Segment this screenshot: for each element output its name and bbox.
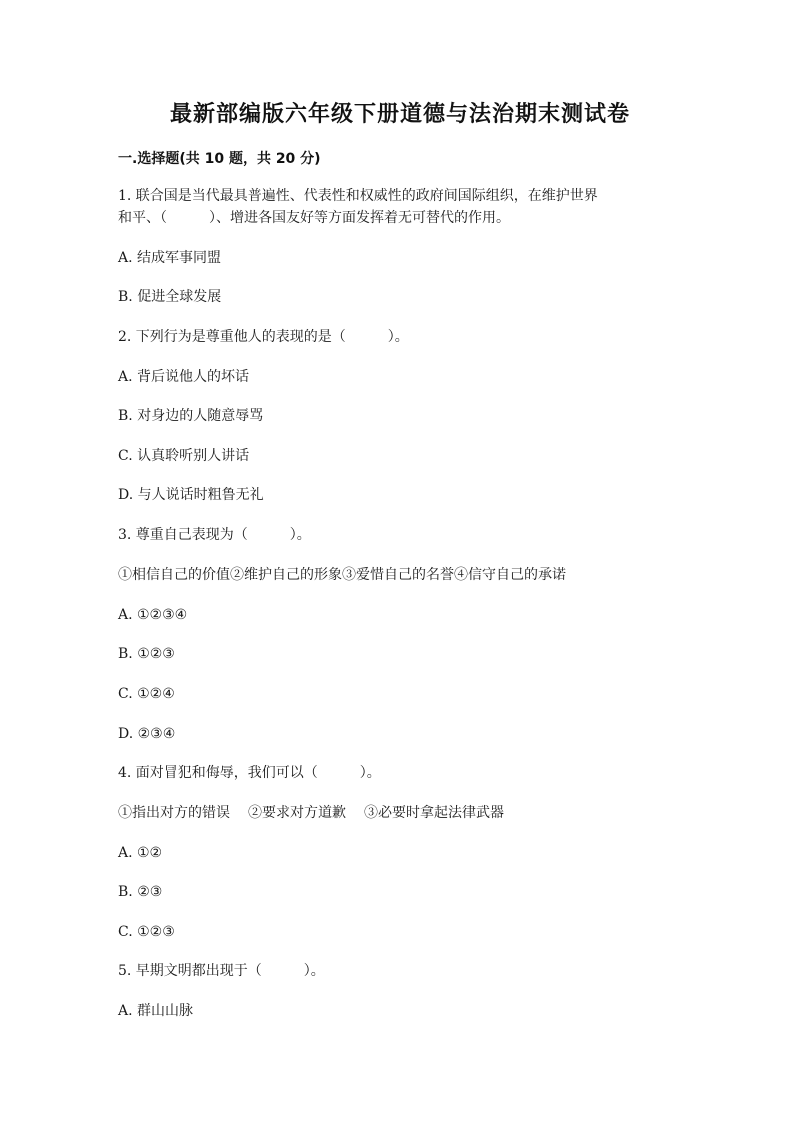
question-4-stem: 4. 面对冒犯和侮辱，我们可以（ ）。 (118, 765, 381, 781)
question-4-option-b: B. ②③ (118, 884, 163, 900)
question-1-option-a: A. 结成军事同盟 (118, 250, 222, 266)
question-2-option-c: C. 认真聆听别人讲话 (118, 448, 250, 464)
question-5-option-a: A. 群山山脉 (118, 1003, 194, 1019)
page-title: 最新部编版六年级下册道德与法治期末测试卷 (169, 102, 630, 127)
question-1-stem-line-2: 和平、（ ）、增进各国友好等方面发挥着无可替代的作用。 (118, 210, 510, 226)
question-4-option-a: A. ①② (118, 845, 163, 861)
question-1-stem-line-1: 1. 联合国是当代最具普遍性、代表性和权威性的政府间国际组织，在维护世界 (118, 188, 598, 204)
question-3-option-c: C. ①②④ (118, 686, 175, 702)
question-4-item-3: ③必要时拿起法律武器 (364, 805, 504, 821)
question-1-option-b: B. 促进全球发展 (118, 289, 222, 305)
question-2-option-a: A. 背后说他人的坏话 (118, 369, 250, 385)
question-3-option-b: B. ①②③ (118, 646, 175, 662)
question-3-option-d: D. ②③④ (118, 726, 176, 742)
question-3-stem: 3. 尊重自己表现为（ ）。 (118, 527, 311, 543)
question-3-items: ①相信自己的价值②维护自己的形象③爱惜自己的名誉④信守自己的承诺 (118, 567, 566, 583)
question-4-items (118, 803, 504, 823)
section-heading: 一.选择题(共 10 题，共 20 分) (118, 151, 321, 167)
question-2-option-b: B. 对身边的人随意辱骂 (118, 408, 264, 424)
question-5-stem: 5. 早期文明都出现于（ ）。 (118, 963, 325, 979)
question-2-option-d: D. 与人说话时粗鲁无礼 (118, 487, 264, 503)
question-4-item-2: ②要求对方道歉 (248, 805, 346, 821)
question-4-item-1: ①指出对方的错误 (118, 805, 230, 821)
question-2-stem: 2. 下列行为是尊重他人的表现的是（ ）。 (118, 329, 409, 345)
question-4-option-c: C. ①②③ (118, 924, 175, 940)
question-3-option-a: A. ①②③④ (118, 607, 188, 623)
